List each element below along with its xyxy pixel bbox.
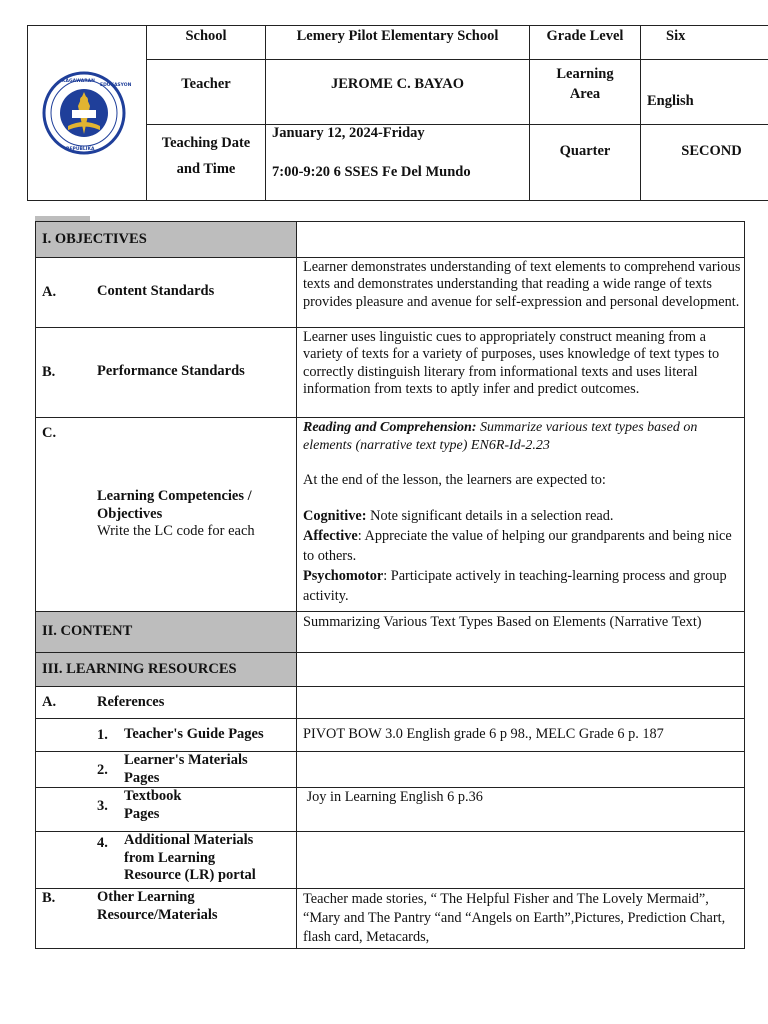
- learning-resources-header-row: [36, 652, 744, 687]
- psychomotor-label: Psychomotor: [303, 567, 384, 584]
- reading-comprehension-text: Summarize various text types based on elements (narrative text type) EN6R-Id-2.23: [303, 420, 698, 453]
- references-label: References: [97, 694, 165, 710]
- teacher-value: JEROME C. BAYAO: [266, 60, 530, 125]
- teaching-date-label-line2: and Time: [176, 161, 236, 177]
- learning-competencies-letter: C.: [42, 425, 57, 441]
- additional-materials-label-line1: Additional Materials: [124, 832, 254, 848]
- affective-label: Affective: [303, 527, 358, 544]
- learners-materials-label-line1: Learner's Materials: [124, 752, 248, 768]
- lc-code-note: Write the LC code for each: [97, 523, 255, 539]
- content-standards-letter: A.: [42, 284, 57, 300]
- learning-area-label-line2: Area: [569, 86, 601, 102]
- learners-materials-label-line2: Pages: [124, 769, 160, 786]
- performance-standards-text: Learner uses linguistic cues to appropriately construct meaning from a variety of texts for a variety of purposes, uses knowledge of text types to correctly distinguish literary from informational texts and uses literal information from texts to aptly infer and predict outcomes.: [303, 329, 720, 397]
- textbook-row: [36, 787, 744, 832]
- learning-competencies-label: Learning Competencies /: [97, 488, 252, 504]
- cognitive-text: Note significant details in a selection read.: [366, 507, 614, 524]
- other-resources-label-line1: Other Learning: [97, 889, 195, 905]
- other-resources-row: [36, 888, 744, 949]
- learning-competencies-text: [297, 418, 744, 612]
- school-value: Lemery Pilot Elementary School: [266, 26, 530, 60]
- content-title: II. CONTENT: [42, 623, 133, 639]
- teachers-guide-number: 1.: [97, 727, 108, 743]
- psychomotor-text: : Participate actively in teaching-learning process and group activity.: [303, 567, 727, 604]
- quarter-label: Quarter: [530, 125, 641, 201]
- other-resources-text: Teacher made stories, “ The Helpful Fisher and The Lovely Mermaid”, “Mary and The Pantry “and “Angels on Earth”,Pictures, Prediction Chart, flash card, Metacards,: [303, 891, 726, 945]
- grade-level-label: Grade Level: [530, 26, 641, 60]
- logo-cell: [28, 26, 147, 201]
- additional-materials-row: [36, 831, 744, 889]
- grade-level-value: Six: [641, 26, 768, 60]
- teaching-date-value: [266, 125, 530, 201]
- header-table: [27, 25, 768, 201]
- performance-standards-row: [36, 327, 744, 418]
- additional-materials-label-line3: Resource (LR) portal: [124, 867, 256, 883]
- additional-materials-number: 4.: [97, 835, 108, 851]
- textbook-label-line1: Textbook: [124, 788, 182, 804]
- objectives-label: Objectives: [97, 505, 163, 522]
- date-value: January 12, 2024-Friday: [272, 125, 425, 141]
- content-row: [36, 611, 744, 653]
- references-letter: A.: [42, 694, 57, 710]
- learners-materials-row: [36, 751, 744, 788]
- objectives-header-row: [36, 222, 744, 257]
- learners-materials-number: 2.: [97, 762, 108, 778]
- content-standards-row: [36, 257, 744, 328]
- performance-standards-label: Performance Standards: [97, 363, 245, 379]
- learning-resources-title: III. LEARNING RESOURCES: [42, 661, 237, 677]
- deped-seal-logo: [28, 26, 146, 198]
- school-label: School: [147, 26, 266, 60]
- teachers-guide-row: [36, 718, 744, 752]
- content-standards-label: Content Standards: [97, 283, 215, 299]
- learning-area-value: English: [641, 60, 768, 125]
- lesson-plan-table: [35, 221, 745, 949]
- textbook-label-line2: Pages: [124, 805, 160, 822]
- teacher-label: Teacher: [147, 60, 266, 125]
- affective-text: : Appreciate the value of helping our grandparents and being nice to others.: [303, 527, 732, 564]
- content-standards-text: Learner demonstrates understanding of text elements to comprehend various texts and demonstrates understanding that reading a wide range of texts provides pleasure and avenue for self-expression and personal development.: [303, 259, 741, 310]
- teachers-guide-value: PIVOT BOW 3.0 English grade 6 p 98., MELC Grade 6 p. 187: [303, 726, 664, 742]
- time-value: 7:00-9:20 6 SSES Fe Del Mundo: [272, 164, 471, 180]
- svg-text:EDUKASYON: EDUKASYON: [100, 83, 132, 88]
- objectives-title: I. OBJECTIVES: [42, 231, 147, 247]
- learning-area-label: [530, 60, 641, 125]
- teaching-date-label: [147, 125, 266, 201]
- textbook-number: 3.: [97, 798, 108, 814]
- svg-text:REPUBLIKA: REPUBLIKA: [66, 147, 95, 152]
- other-resources-letter: B.: [42, 890, 56, 906]
- references-row: [36, 686, 744, 719]
- teaching-date-label-line1: Teaching Date: [161, 135, 251, 151]
- cognitive-label: Cognitive:: [303, 507, 367, 524]
- teachers-guide-label: Teacher's Guide Pages: [124, 726, 264, 742]
- content-text: Summarizing Various Text Types Based on Elements (Narrative Text): [303, 614, 702, 630]
- quarter-value: SECOND: [641, 125, 768, 201]
- textbook-value: Joy in Learning English 6 p.36: [303, 789, 483, 805]
- svg-text:KAGAWARAN: KAGAWARAN: [62, 79, 95, 84]
- performance-standards-letter: B.: [42, 364, 56, 380]
- reading-comprehension-label: Reading and Comprehension:: [303, 420, 477, 435]
- learning-area-label-line1: Learning: [556, 66, 614, 82]
- objectives-intro: At the end of the lesson, the learners are expected to:: [303, 472, 606, 488]
- other-resources-label-line2: Resource/Materials: [97, 906, 218, 923]
- learning-competencies-row: [36, 417, 744, 612]
- additional-materials-label-line2: from Learning: [124, 849, 216, 866]
